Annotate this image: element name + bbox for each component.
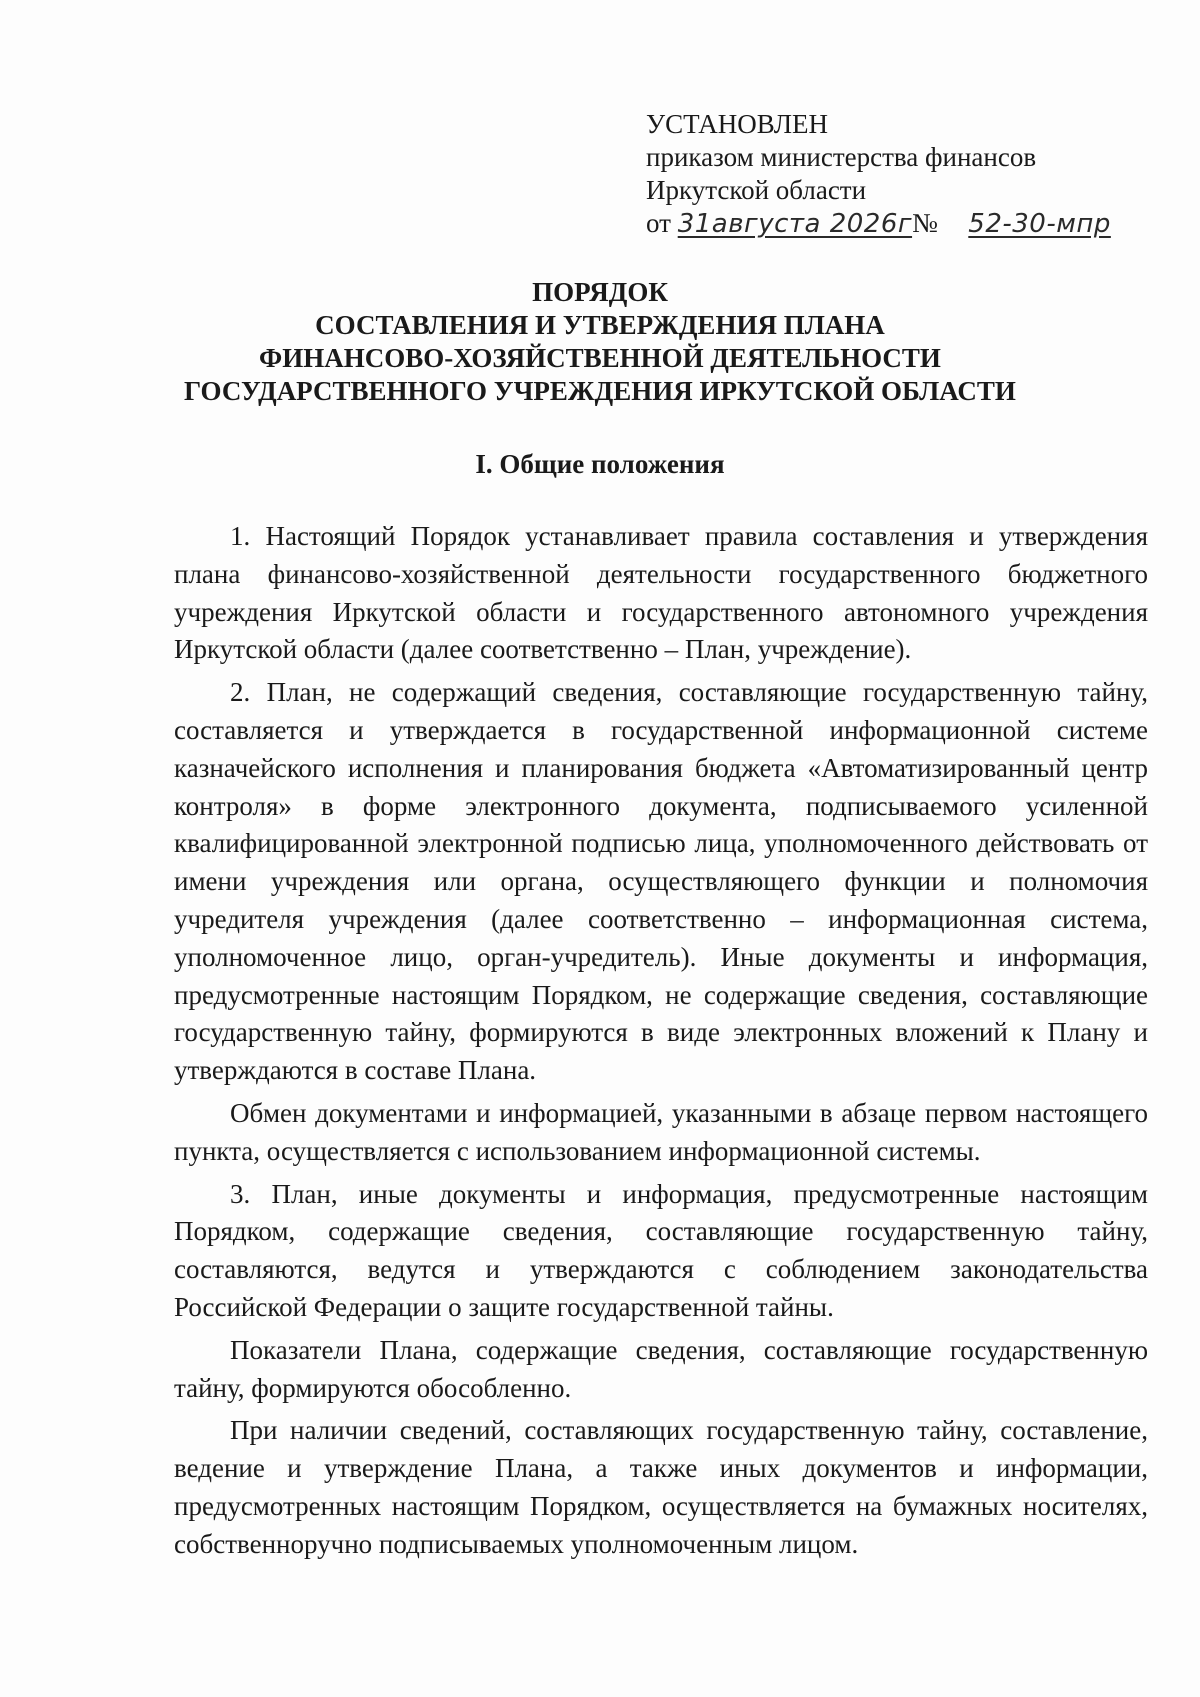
paragraph-6: При наличии сведений, составляющих государственную тайну, составление, ведение и утверждение Плана, а также иных документов и информации, предусмотренных настоящим Порядком, осуществляется на бумажных носителях, собственноручно подписываемых уполномоченным лицом. <box>174 1415 1148 1559</box>
approval-order-line: приказом министерства финансов <box>646 142 1037 172</box>
paragraph-3: Обмен документами и информацией, указанными в абзаце первом настоящего пункта, осуществляется с использованием информационной системы. <box>174 1097 1148 1166</box>
section-heading: I. Общие положения <box>475 449 725 479</box>
paragraph-1: 1. Настоящий Порядок устанавливает правила составления и утверждения плана финансово-хозяйственной деятельности государственного бюджетного учреждения Иркутской области и государственного автономного учреждения Иркутской области (далее соответственно – План, учреждение). <box>174 521 1148 665</box>
document-body <box>174 518 1148 1569</box>
handwritten-date: 31августа 2026г <box>677 209 913 239</box>
paragraph-5: Показатели Плана, содержащие сведения, составляющие государственную тайну, формируются обособленно. <box>174 1334 1148 1403</box>
approval-stamp <box>646 108 1146 241</box>
handwritten-order-number: 52-30-мпр <box>968 209 1111 239</box>
approval-date-number-line <box>646 207 1146 241</box>
approval-region-line: Иркутской области <box>646 175 867 205</box>
date-prefix: от <box>646 208 671 238</box>
title-line-1: ПОРЯДОК <box>532 277 668 307</box>
document-title <box>100 276 1100 408</box>
approval-title: УСТАНОВЛЕН <box>646 109 829 139</box>
title-line-3: ФИНАНСОВО-ХОЗЯЙСТВЕННОЙ ДЕЯТЕЛЬНОСТИ <box>259 343 941 373</box>
number-sign: № <box>912 208 938 238</box>
paragraph-4: 3. План, иные документы и информация, предусмотренные настоящим Порядком, содержащие сведения, составляющие государственную тайну, составляются, ведутся и утверждаются с соблюдением законодательства Российской Федерации о защите государственной тайны. <box>174 1178 1148 1322</box>
paragraph-2: 2. План, не содержащий сведения, составляющие государственную тайну, составляется и утверждается в государственной информационной системе казначейского исполнения и планирования бюджета «Автоматизированный центр контроля» в форме электронного документа, подписываемого усиленной квалифицированной электронной подписью лица, уполномоченного действовать от имени учреждения или органа, осуществляющего функции и полномочия учредителя учреждения (далее соответственно – информационная система, уполномоченное лицо, орган-учредитель). Иные документы и информация, предусмотренные настоящим Порядком, не содержащие сведения, составляющие государственную тайну, формируются в виде электронных вложений к Плану и утверждаются в составе Плана. <box>174 677 1148 1086</box>
title-line-2: СОСТАВЛЕНИЯ И УТВЕРЖДЕНИЯ ПЛАНА <box>315 310 885 340</box>
title-line-4: ГОСУДАРСТВЕННОГО УЧРЕЖДЕНИЯ ИРКУТСКОЙ ОБЛАСТИ <box>184 376 1016 406</box>
